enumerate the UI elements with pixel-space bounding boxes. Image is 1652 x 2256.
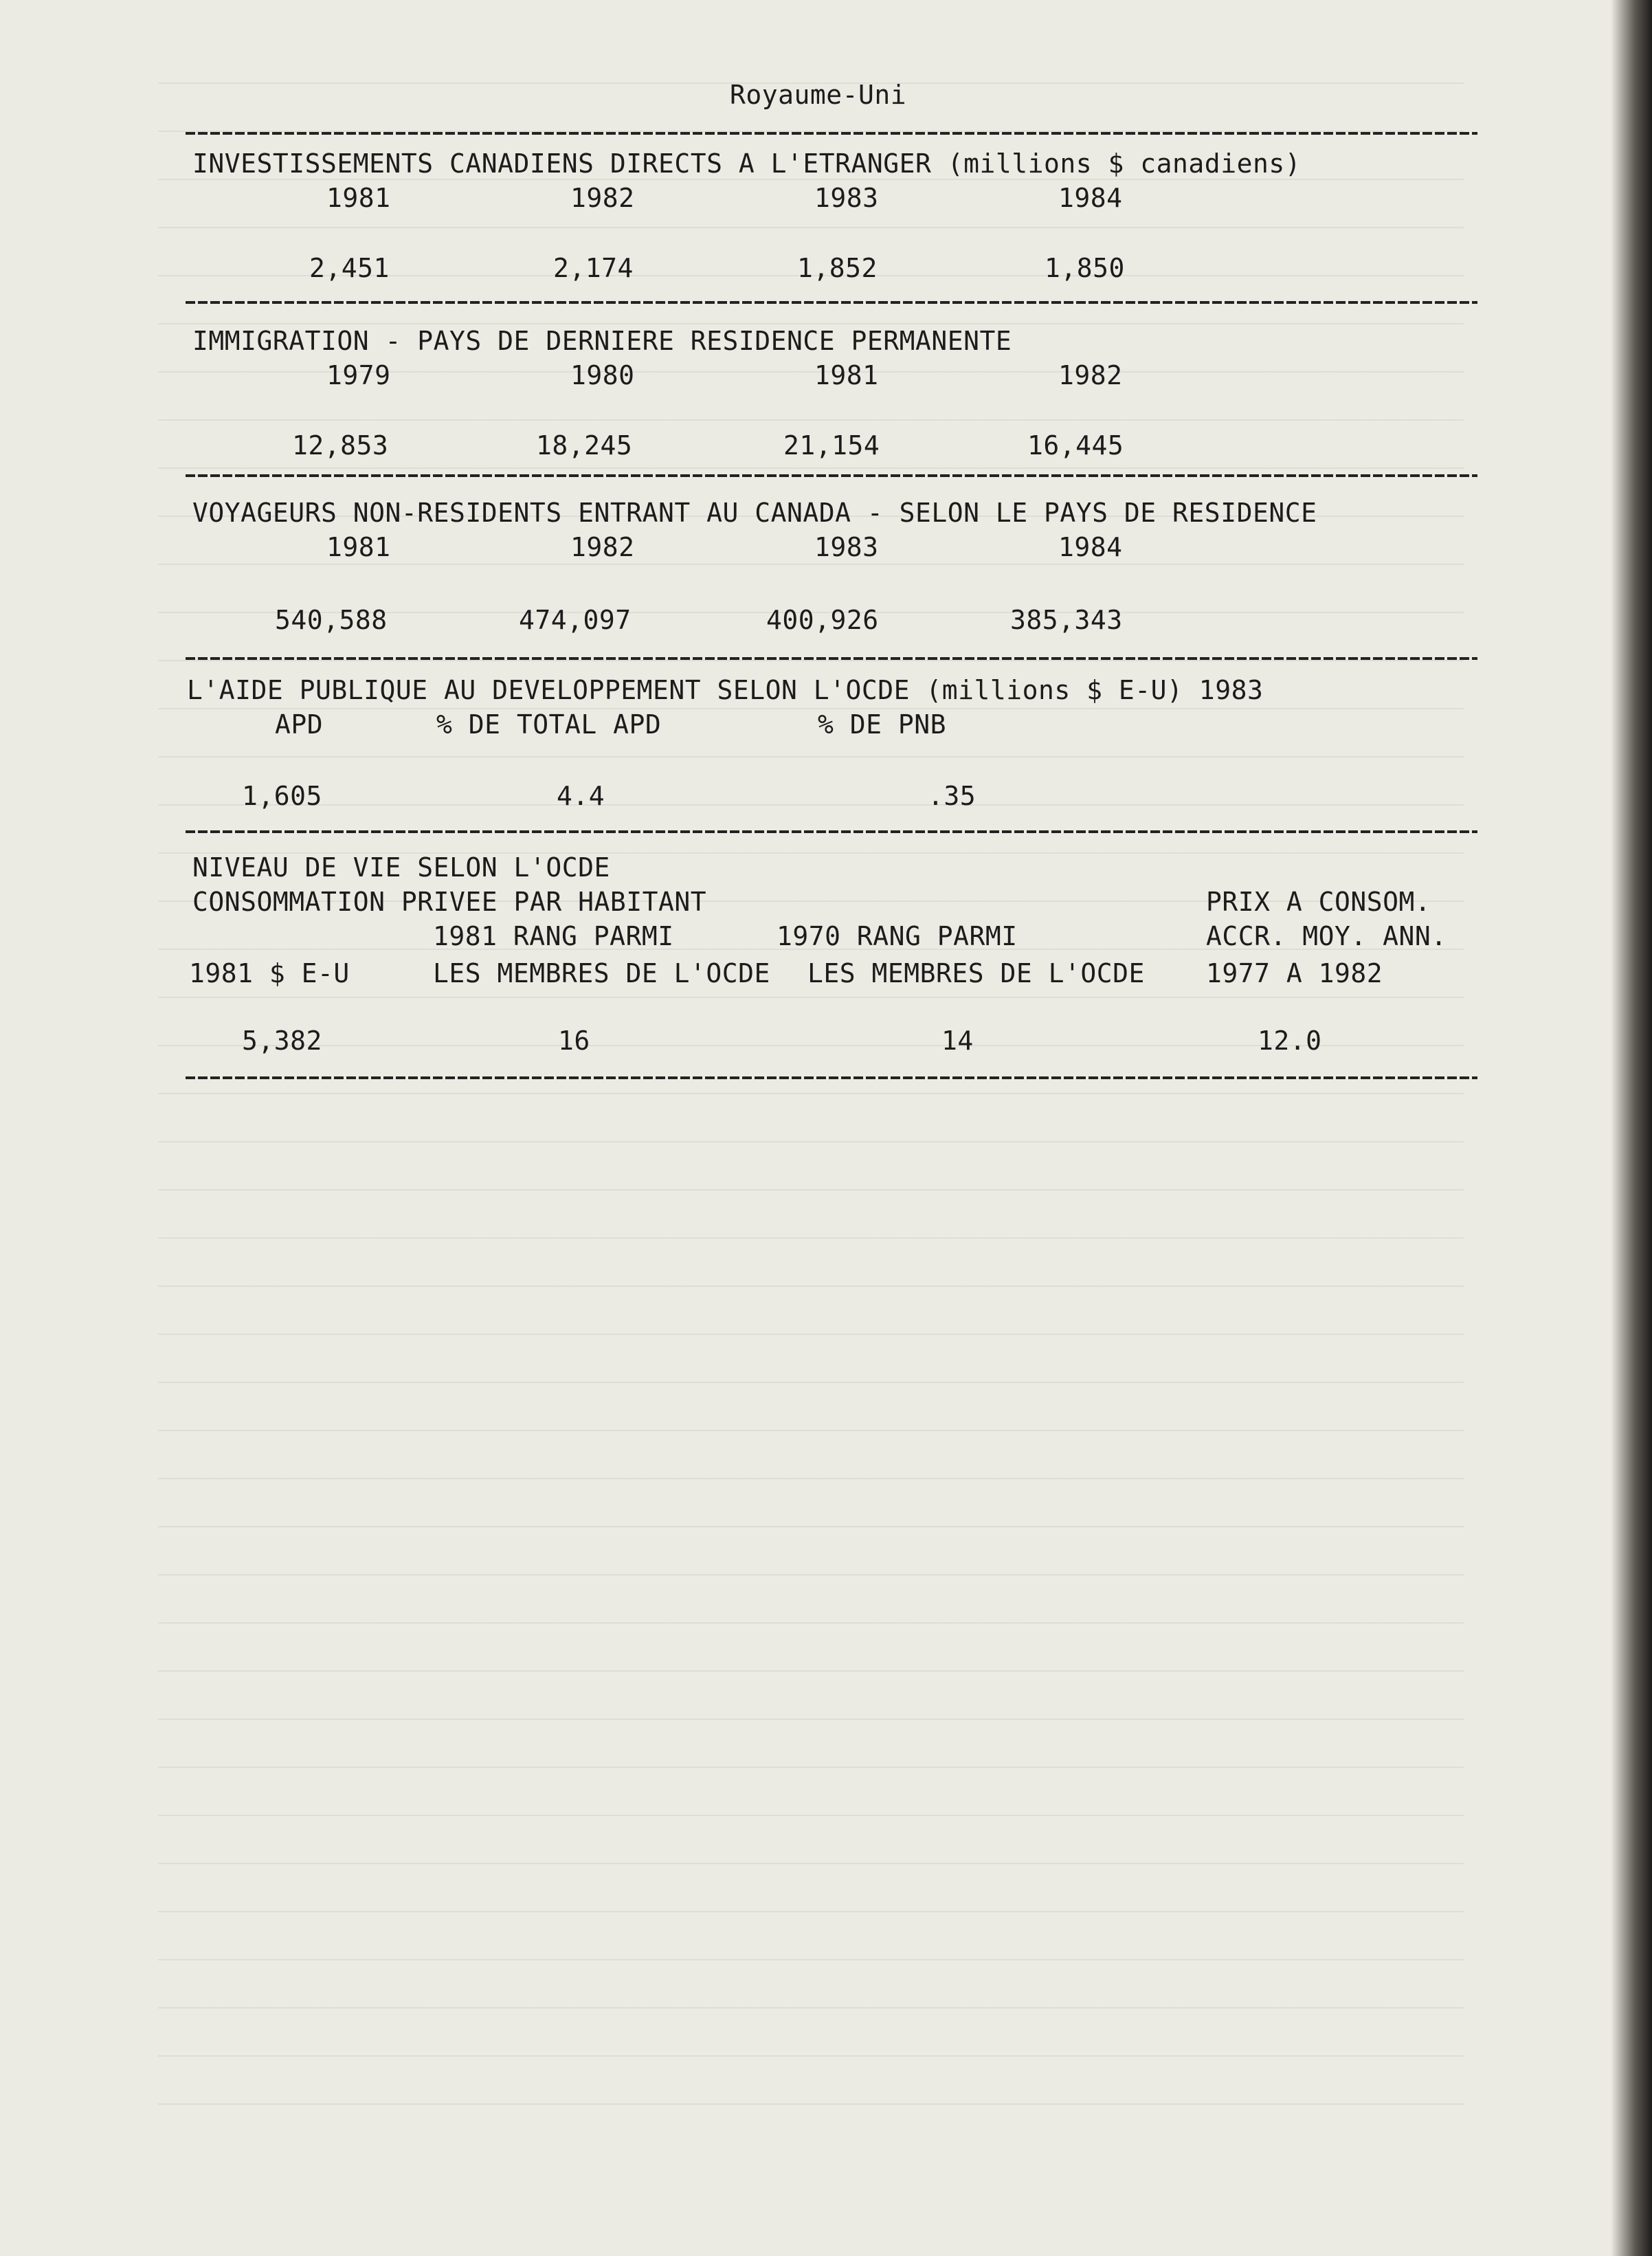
value-cell: 18,245 bbox=[536, 430, 633, 461]
dashed-rule bbox=[186, 830, 1477, 833]
year-header: 1982 bbox=[570, 183, 635, 213]
dashed-rule bbox=[186, 1076, 1477, 1079]
year-header: 1979 bbox=[326, 360, 391, 390]
section-title-niveau: NIVEAU DE VIE SELON L'OCDE bbox=[192, 852, 610, 883]
value-cell: 385,343 bbox=[1010, 605, 1123, 635]
value-cell: 12.0 bbox=[1258, 1026, 1322, 1056]
value-cell: 474,097 bbox=[519, 605, 632, 635]
value-cell: 540,588 bbox=[275, 605, 388, 635]
column-header: % DE TOTAL APD bbox=[436, 709, 662, 740]
year-header: 1983 bbox=[814, 532, 879, 562]
year-header: 1984 bbox=[1058, 532, 1123, 562]
year-header: 1981 bbox=[814, 360, 879, 390]
value-cell: 12,853 bbox=[292, 430, 389, 461]
value-cell: .35 bbox=[928, 781, 976, 811]
year-header: 1984 bbox=[1058, 183, 1123, 213]
year-header: 1981 bbox=[326, 532, 391, 562]
dashed-rule bbox=[186, 301, 1477, 304]
section-title-investissements: INVESTISSEMENTS CANADIENS DIRECTS A L'ETRANGER (millions $ canadiens) bbox=[192, 148, 1302, 179]
value-cell: 1,850 bbox=[1045, 253, 1125, 283]
section-subtitle-consommation: CONSOMMATION PRIVEE PAR HABITANT bbox=[192, 887, 707, 917]
column-header: 1977 A 1982 bbox=[1206, 958, 1383, 988]
page-edge-shadow bbox=[1611, 0, 1652, 2256]
column-header: LES MEMBRES DE L'OCDE bbox=[433, 958, 770, 988]
column-header: % DE PNB bbox=[818, 709, 947, 740]
dashed-rule bbox=[186, 474, 1477, 477]
value-cell: 14 bbox=[941, 1026, 974, 1056]
value-cell: 5,382 bbox=[242, 1026, 322, 1056]
year-header: 1982 bbox=[570, 532, 635, 562]
value-cell: 400,926 bbox=[766, 605, 879, 635]
column-header: ACCR. MOY. ANN. bbox=[1206, 921, 1447, 951]
year-header: 1983 bbox=[814, 183, 879, 213]
column-header: 1981 RANG PARMI bbox=[433, 921, 674, 951]
column-header: APD bbox=[275, 709, 324, 740]
value-cell: 2,451 bbox=[309, 253, 390, 283]
value-cell: 4.4 bbox=[557, 781, 605, 811]
value-cell: 21,154 bbox=[783, 430, 880, 461]
year-header: 1982 bbox=[1058, 360, 1123, 390]
year-header: 1980 bbox=[570, 360, 635, 390]
section-title-aide: L'AIDE PUBLIQUE AU DEVELOPPEMENT SELON L'OCDE (millions $ E-U) 1983 bbox=[187, 675, 1264, 705]
column-header: 1981 $ E-U bbox=[189, 958, 350, 988]
year-header: 1981 bbox=[326, 183, 391, 213]
value-cell: 1,605 bbox=[242, 781, 322, 811]
column-header: PRIX A CONSOM. bbox=[1206, 887, 1431, 917]
value-cell: 2,174 bbox=[553, 253, 634, 283]
section-title-immigration: IMMIGRATION - PAYS DE DERNIERE RESIDENCE PERMANENTE bbox=[192, 326, 1012, 356]
page-header-country: Royaume-Uni bbox=[730, 80, 907, 110]
value-cell: 16,445 bbox=[1027, 430, 1124, 461]
section-title-voyageurs: VOYAGEURS NON-RESIDENTS ENTRANT AU CANADA - SELON LE PAYS DE RESIDENCE bbox=[192, 498, 1317, 528]
dashed-rule bbox=[186, 657, 1477, 660]
value-cell: 1,852 bbox=[797, 253, 878, 283]
column-header: LES MEMBRES DE L'OCDE bbox=[807, 958, 1145, 988]
dashed-rule bbox=[186, 132, 1477, 135]
column-header: 1970 RANG PARMI bbox=[777, 921, 1018, 951]
value-cell: 16 bbox=[558, 1026, 590, 1056]
